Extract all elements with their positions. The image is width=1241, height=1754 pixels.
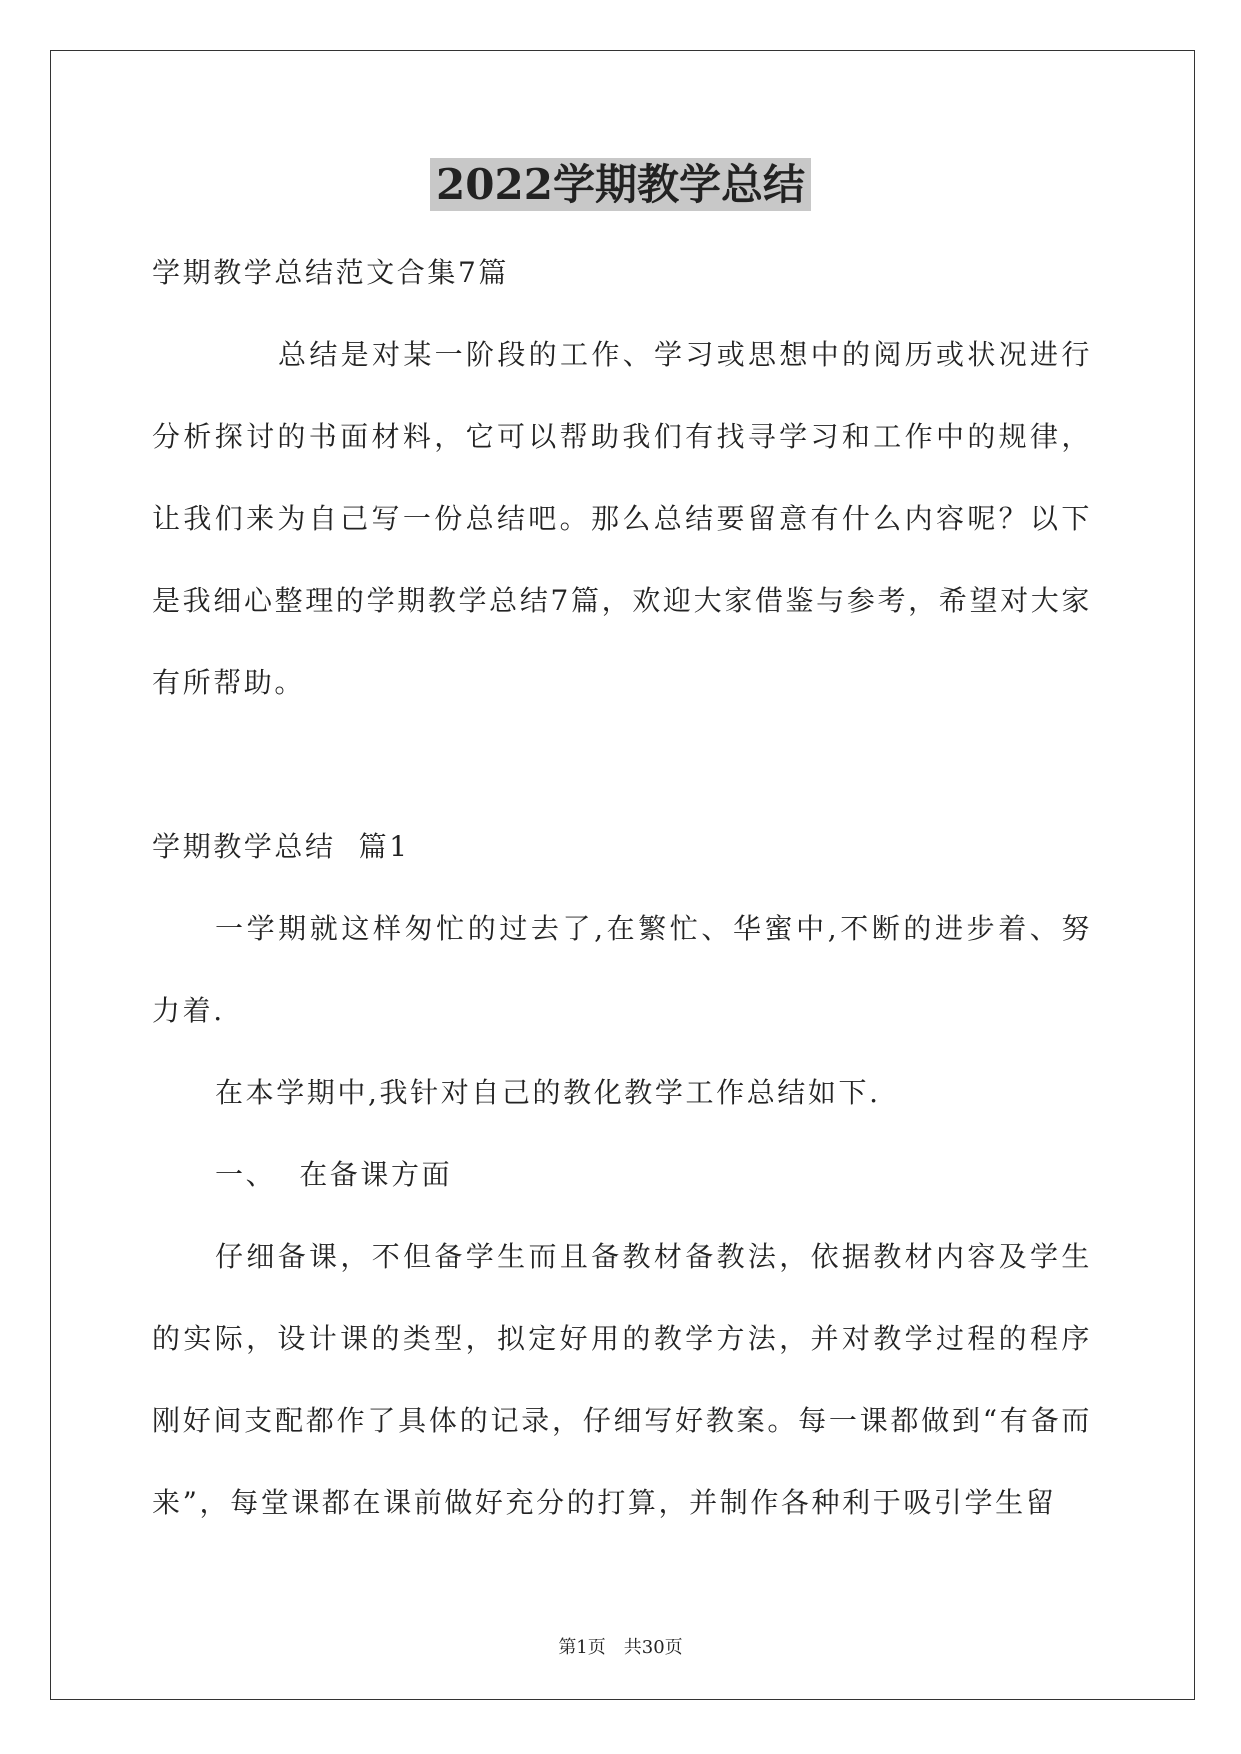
body-paragraph: 在本学期中,我针对自己的教化教学工作总结如下. [215,1076,881,1109]
page-total: 共30页 [623,1637,683,1658]
document-subtitle: 学期教学总结范文合集7篇 [152,256,510,289]
document-title [0,157,1241,213]
intro-paragraph: 总结是对某一阶段的工作、学习或思想中的阅历或状况进行分析探讨的书面材料，它可以帮助我们有找寻学习和工作中的规律，让我们来为自己写一份总结吧。那么总结要留意有什么内容呢？以下是我细心整理的学期教学总结7篇，欢迎大家借鉴与参考，希望对大家有所帮助。 [152,338,1092,699]
page-footer [0,1636,1241,1660]
document-title-text: 2022学期教学总结 [430,158,811,211]
page-number: 第1页 [558,1637,606,1658]
section-heading: 学期教学总结 篇1 [152,830,410,863]
body-paragraph: 仔细备课，不但备学生而且备教材备教法，依据教材内容及学生的实际，设计课的类型，拟定好用的教学方法，并对教学过程的程序刚好间支配都作了具体的记录，仔细写好教案。每一课都做到“有备而来”，每堂课都在课前做好充分的打算，并制作各种利于吸引学生留 [152,1240,1092,1519]
subsection-heading: 一、 在备课方面 [215,1158,453,1191]
body-paragraph: 一学期就这样匆忙的过去了,在繁忙、华蜜中,不断的进步着、努力着. [152,912,1092,1027]
document-body [152,232,1092,1544]
